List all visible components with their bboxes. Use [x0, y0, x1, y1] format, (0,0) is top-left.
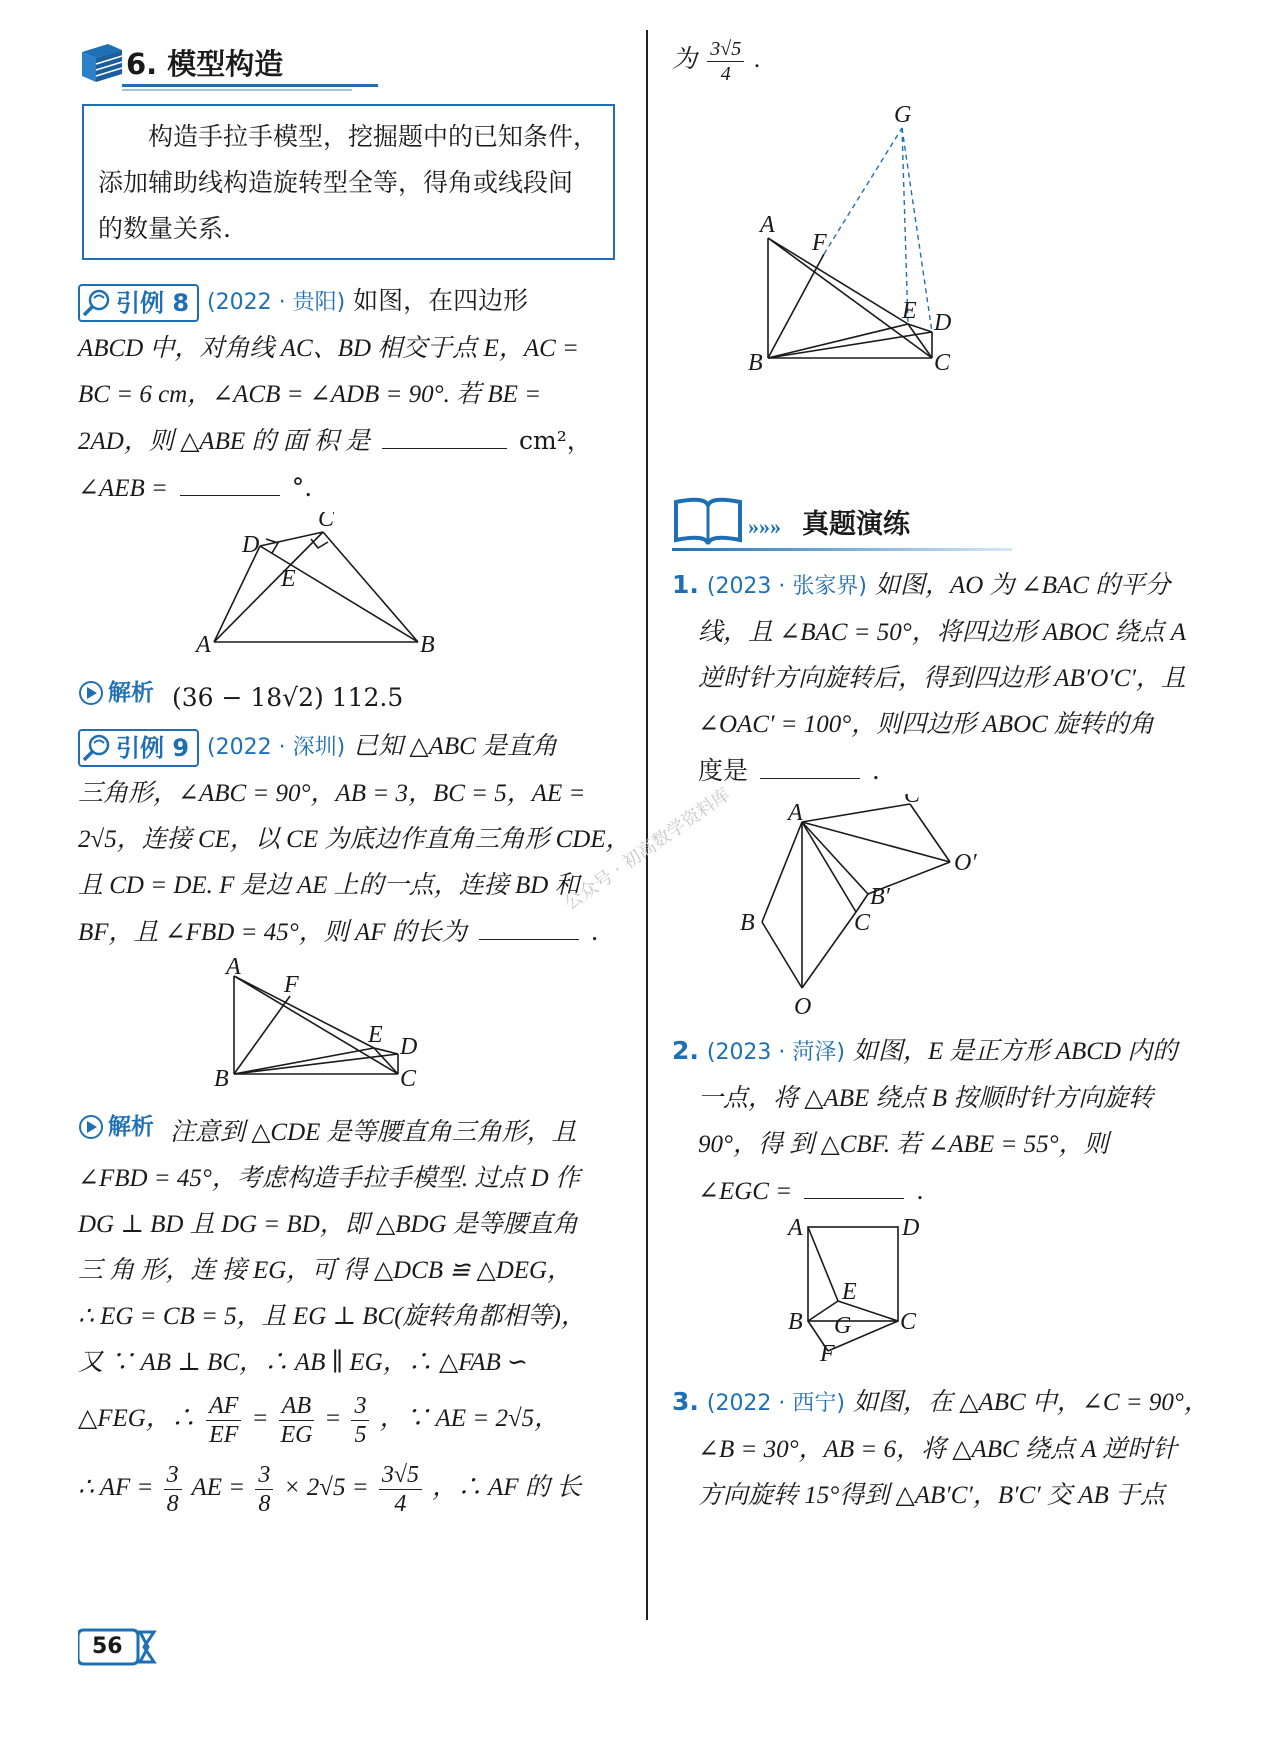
ex9-figure: [78, 956, 618, 1096]
ex8-unit: cm²，: [519, 426, 592, 455]
watermark: 公众号 · 初高数学资料库: [560, 784, 735, 915]
equals-sign: =: [324, 1405, 342, 1432]
question-3: [672, 1379, 1222, 1519]
fig-label-F: F: [820, 1341, 835, 1365]
ex8-line: ABCD 中，对角线 AC、BD 相交于点 E，AC =: [78, 335, 579, 362]
fraction-3-8: $\frac{3}{8}$: [164, 1461, 182, 1518]
question-2: [672, 1028, 1222, 1369]
question-number: 1.: [672, 570, 699, 599]
solution-text: ∴ AF =: [78, 1474, 154, 1501]
stacked-books-icon: [78, 42, 124, 84]
example-8-source: (2022 · 贵阳): [207, 290, 346, 315]
fig-label-E: E: [368, 1022, 383, 1048]
fig-label-B: B: [214, 1066, 229, 1092]
fig-label-E: E: [842, 1279, 857, 1305]
ex9-line: 2√5，连接 CE，以 CE 为底边作直角三角形 CDE，: [78, 826, 631, 853]
answer-blank[interactable]: [760, 750, 860, 779]
q1-line: 逆时针方向旋转后，得到四边形 AB′O′C′，且: [698, 665, 1186, 692]
solution-line: 注意到 △CDE 是等腰直角三角形，且: [169, 1119, 577, 1146]
solution-text: AE =: [191, 1474, 246, 1501]
analysis-label: 解析: [108, 1114, 154, 1140]
solution-text: 为: [672, 46, 698, 73]
play-triangle-icon: [78, 1114, 104, 1140]
practice-underline: [672, 548, 1012, 551]
example-9-tag: [78, 729, 199, 767]
fig-label-D: D: [934, 310, 952, 336]
fig-label-B: B: [420, 632, 435, 658]
example-8-label: 引例 8: [116, 288, 190, 317]
q1-line: 线，且 ∠BAC = 50°，将四边形 ABOC 绕点 A: [698, 619, 1187, 646]
practice-section-heading: [672, 494, 1222, 554]
magnifier-icon: [82, 288, 112, 318]
answer-blank[interactable]: [180, 467, 280, 496]
ex9-line: 已知 △ABC 是直角: [353, 733, 558, 760]
solution-text: × 2√5 =: [283, 1474, 369, 1501]
ex9-solution-figure: [672, 90, 1222, 390]
ex8-figure: [78, 512, 618, 662]
section-heading: [78, 30, 618, 90]
q2-line: 如图，E 是正方形 ABCD 内的: [852, 1038, 1178, 1065]
fig-label-D: D: [400, 1034, 418, 1060]
example-9-source: (2022 · 深圳): [207, 735, 346, 760]
ex9-period: .: [590, 917, 599, 946]
fig-label-C: C: [854, 910, 871, 936]
q3-line: ∠B = 30°，AB = 6，将 △ABC 绕点 A 逆时针: [698, 1436, 1178, 1463]
q1-line: 度是: [698, 756, 749, 785]
section-underline-light: [122, 89, 352, 91]
ex8-line: BC = 6 cm，∠ACB = ∠ADB = 90°. 若 BE =: [78, 381, 542, 408]
fig-label-A: A: [788, 800, 803, 826]
note-line: 的数量关系.: [98, 214, 231, 243]
equals-sign: =: [251, 1405, 269, 1432]
fig-label-G: G: [894, 102, 912, 128]
ex8-degree: °.: [291, 473, 313, 502]
fig-label-C: C: [934, 350, 951, 376]
fig-label-G: G: [834, 1313, 852, 1339]
question-1: [672, 562, 1222, 1028]
fig-label-A: A: [760, 212, 775, 238]
solution-line: DG ⊥ BD 且 DG = BD，即 △BDG 是等腰直角: [78, 1211, 578, 1238]
analysis-tag: [78, 670, 154, 716]
fig-label-B: B: [788, 1309, 803, 1335]
ex9-line: 三角形，∠ABC = 90°，AB = 3，BC = 5，AE =: [78, 780, 586, 807]
left-column: [78, 30, 631, 1524]
fig-label-C: C: [900, 1309, 917, 1335]
column-divider: [646, 30, 648, 1620]
ex9-line: BF，且 ∠FBD = 45°，则 AF 的长为: [78, 919, 467, 946]
solution-line: 又 ∵ AB ⊥ BC，∴ AB ∥ EG，∴ △FAB ∽: [78, 1349, 528, 1376]
fig-label-F: F: [812, 230, 827, 256]
ex8-answer: (36 − 18√2) 112.5: [171, 683, 404, 712]
note-line: 添加辅助线构造旋转型全等，得角或线段间: [98, 168, 574, 197]
open-book-icon: [672, 494, 802, 550]
fig-label-B-prime: B′: [870, 884, 890, 910]
question-source: (2022 · 西宁): [706, 1391, 845, 1416]
fig-label-A: A: [226, 956, 241, 980]
analysis-tag: [78, 1104, 154, 1150]
fraction-ab-eg: $\frac{AB}{EG}$: [280, 1392, 313, 1448]
q1-figure: [672, 794, 1222, 1024]
q1-line: ∠OAC′ = 100°，则四边形 ABOC 旋转的角: [698, 711, 1155, 738]
fraction-answer: $\frac{3√5}{4}$: [379, 1461, 422, 1518]
q1-period: .: [871, 756, 880, 785]
example-8-tag: [78, 284, 199, 322]
magnifier-icon: [82, 733, 112, 763]
method-note-box: [82, 104, 615, 260]
fig-label-E: E: [902, 298, 917, 324]
fig-label-A: A: [788, 1215, 803, 1241]
question-source: (2023 · 张家界): [706, 574, 867, 599]
fraction-3-5: $\frac{3}{5}$: [351, 1392, 369, 1449]
ex8-line: 2AD，则 △ABE 的 面 积 是: [78, 428, 371, 455]
solution-line: 三 角 形，连 接 EG，可 得 △DCB ≌ △DEG，: [78, 1257, 573, 1284]
fig-label-B: B: [748, 350, 763, 376]
answer-blank[interactable]: [804, 1170, 904, 1199]
fig-label-B: B: [740, 910, 755, 936]
solution-period: .: [754, 46, 761, 73]
fig-label-A: A: [196, 632, 211, 658]
fig-label-E: E: [281, 566, 296, 592]
svg-text:»»»: »»»: [748, 514, 781, 539]
example-9: [78, 723, 631, 1524]
ex8-line: 如图，在四边形: [353, 286, 529, 315]
answer-blank[interactable]: [479, 911, 579, 940]
q2-line: 一点，将 △ABE 绕点 B 按顺时针方向旋转: [698, 1085, 1154, 1112]
right-column: [672, 30, 1222, 1519]
q3-line: 方向旋转 15°得到 △AB′C′，B′C′ 交 AB 于点: [698, 1482, 1166, 1509]
fig-label-C-prime: C′: [904, 794, 926, 808]
q2-line: 90°，得 到 △CBF. 若 ∠ABE = 55°，则: [698, 1131, 1109, 1158]
note-line: 构造手拉手模型，挖掘题中的已知条件，: [148, 122, 599, 151]
solution-line: ∠FBD = 45°，考虑构造手拉手模型. 过点 D 作: [78, 1165, 580, 1192]
q2-figure: [672, 1215, 1222, 1365]
answer-blank[interactable]: [382, 420, 507, 449]
fig-label-C: C: [318, 512, 335, 532]
play-triangle-icon: [78, 680, 104, 706]
q2-line: ∠EGC =: [698, 1178, 793, 1205]
section-underline: [122, 84, 378, 87]
fig-label-D: D: [242, 532, 260, 558]
practice-title: 真题演练: [802, 509, 910, 540]
solution-text: ，∵ AE = 2√5，: [379, 1405, 560, 1432]
fraction-3-8: $\frac{3}{8}$: [255, 1461, 273, 1518]
ex8-line: ∠AEB =: [78, 475, 168, 502]
solution-line: ∴ EG = CB = 5，且 EG ⊥ BC(旋转角都相等)，: [78, 1303, 586, 1330]
solution-text: △FEG，∴: [78, 1405, 196, 1432]
q1-line: 如图，AO 为 ∠BAC 的平分: [874, 572, 1171, 599]
example-8: [78, 278, 618, 721]
q3-line: 如图，在 △ABC 中，∠C = 90°，: [852, 1389, 1209, 1416]
fig-label-O-prime: O′: [954, 850, 977, 876]
fig-label-O: O: [794, 994, 812, 1020]
fraction-answer: $\frac{3√5}{4}$: [707, 37, 744, 86]
fraction-af-ef: $\frac{AF}{EF}$: [206, 1392, 241, 1449]
ex9-line: 且 CD = DE. F 是边 AE 上的一点，连接 BD 和: [78, 872, 580, 899]
analysis-label: 解析: [108, 680, 154, 706]
section-title: 6. 模型构造: [126, 47, 284, 81]
question-number: 2.: [672, 1036, 699, 1065]
q2-period: .: [915, 1176, 924, 1205]
fig-label-F: F: [284, 972, 299, 998]
fig-label-C: C: [400, 1066, 417, 1092]
example-9-label: 引例 9: [116, 733, 190, 762]
question-source: (2023 · 菏泽): [706, 1040, 845, 1065]
fig-label-D: D: [902, 1215, 920, 1241]
solution-text: ，∴ AF 的 长: [432, 1474, 582, 1501]
page-number: 56: [92, 1634, 123, 1659]
question-number: 3.: [672, 1387, 699, 1416]
